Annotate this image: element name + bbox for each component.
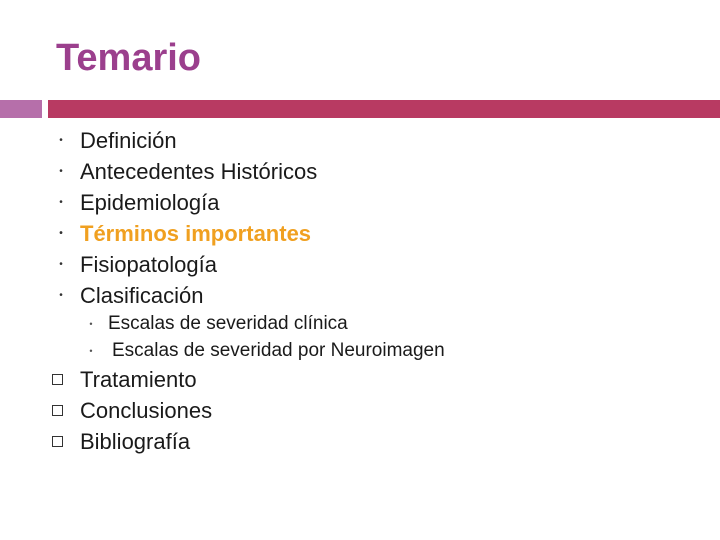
agenda-item-label: Conclusiones [80, 398, 213, 423]
agenda-item-label: Bibliografía [80, 429, 191, 454]
agenda-item-clasificacion [59, 281, 204, 311]
square-bullet-icon [52, 374, 63, 385]
agenda-item-antecedentes [59, 157, 318, 187]
bullet-dot-icon: • [59, 135, 63, 146]
agenda-subitem-severidad-neuroimagen [89, 338, 445, 364]
agenda-item-label: Términos importantes [80, 221, 312, 246]
agenda-item-epidemiologia [59, 188, 220, 218]
accent-bar-right [48, 100, 720, 118]
slide-title: Temario [56, 37, 202, 79]
bullet-dot-icon: • [59, 290, 63, 301]
agenda-item-label: Tratamiento [80, 367, 197, 392]
agenda-item-tratamiento [80, 365, 197, 395]
bullet-dot-icon: • [59, 166, 63, 177]
agenda-item-bibliografia [80, 427, 190, 457]
accent-bar-left [0, 100, 42, 118]
bullet-dot-icon: • [59, 197, 63, 208]
agenda-item-label: Fisiopatología [80, 252, 217, 277]
square-bullet-icon [52, 405, 63, 416]
agenda-subitem-label: Escalas de severidad por Neuroimagen [112, 340, 445, 361]
agenda-item-label: Antecedentes Históricos [80, 159, 318, 184]
bullet-dot-icon: • [89, 346, 93, 356]
square-bullet-icon [52, 436, 63, 447]
agenda-subitem-severidad-clinica [89, 311, 348, 337]
agenda-item-label: Clasificación [80, 283, 204, 308]
agenda-item-conclusiones [80, 396, 212, 426]
agenda-item-label: Definición [80, 128, 177, 153]
bullet-dot-icon: • [89, 319, 93, 329]
agenda-item-fisiopatologia [59, 250, 217, 280]
agenda-subitem-label: Escalas de severidad clínica [108, 313, 348, 334]
agenda-item-definicion [59, 126, 177, 156]
bullet-dot-icon: • [59, 228, 63, 239]
agenda-item-label: Epidemiología [80, 190, 220, 215]
bullet-dot-icon: • [59, 259, 63, 270]
agenda-item-terminos [59, 219, 312, 249]
